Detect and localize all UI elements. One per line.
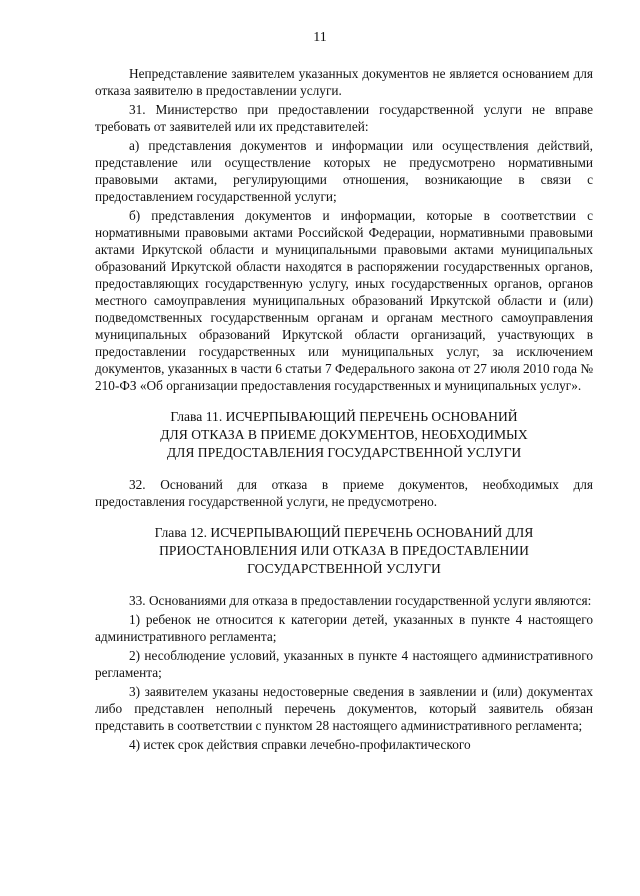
paragraph-33: 33. Основаниями для отказа в предоставлении государственной услуги являются: (129, 593, 592, 608)
chapter-11-heading-line: ДЛЯ ПРЕДОСТАВЛЕНИЯ ГОСУДАРСТВЕННОЙ УСЛУГИ (166, 445, 522, 460)
page-number: 11 (313, 30, 327, 45)
chapter-11-heading (95, 408, 593, 462)
paragraph-31: 31. Министерство при предоставлении государственной услуги не вправе требовать от заявителей или их представителей: (95, 102, 593, 134)
chapter-12-heading-line: Глава 12. ИСЧЕРПЫВАЮЩИЙ ПЕРЕЧЕНЬ ОСНОВАНИЙ ДЛЯ (154, 525, 534, 540)
paragraph-33-1: 1) ребенок не относится к категории детей, указанных в пункте 4 настоящего административного регламента; (95, 612, 593, 644)
chapter-11-heading-line: ДЛЯ ОТКАЗА В ПРИЕМЕ ДОКУМЕНТОВ, НЕОБХОДИМЫХ (160, 427, 528, 442)
chapter-12-heading-line: ГОСУДАРСТВЕННОЙ УСЛУГИ (247, 561, 441, 576)
chapter-12-heading-line: ПРИОСТАНОВЛЕНИЯ ИЛИ ОТКАЗА В ПРЕДОСТАВЛЕНИИ (159, 543, 529, 558)
paragraph-31-b: б) представления документов и информации, которые в соответствии с нормативными правовыми актами Российской Федерации, нормативными правовыми актами Иркутской области и муниципальными правовыми актами муниципальных образований Иркутской области находятся в распоряжении государственных органов, предоставляющих государственную услугу, иных государственных органов, органов местного самоуправления муниципальных образований Иркутской области и (или) подведомственных государственным органам и органам местного самоуправления муниципальных образований Иркутской области организаций, участвующих в предоставлении государственных или муниципальных услуг, за исключением документов, указанных в части 6 статьи 7 Федерального закона от 27 июля 2010 года № 210-ФЗ «Об организации предоставления государственных и муниципальных услуг». (95, 208, 594, 393)
chapter-12-heading (95, 524, 593, 578)
paragraph-33-2: 2) несоблюдение условий, указанных в пункте 4 настоящего административного регламента; (95, 648, 593, 680)
chapter-11-heading-line: Глава 11. ИСЧЕРПЫВАЮЩИЙ ПЕРЕЧЕНЬ ОСНОВАНИЙ (170, 409, 518, 424)
document-body (95, 65, 593, 755)
paragraph-33-4: 4) истек срок действия справки лечебно-профилактического (129, 737, 471, 752)
paragraph-33-3: 3) заявителем указаны недостоверные сведения в заявлении и (или) документах либо представлен неполный перечень документов, который заявитель обязан представить в соответствии с пунктом 28 настоящего административного регламента; (95, 684, 593, 733)
paragraph-32: 32. Оснований для отказа в приеме документов, необходимых для предоставления государственной услуги, не предусмотрено. (95, 477, 593, 509)
paragraph-31-a: а) представления документов и информации или осуществления действий, представление или осуществление которых не предусмотрено нормативными правовыми актами, регулирующими отношения, возникающие в связи с предоставлением государственной услуги; (95, 138, 593, 204)
paragraph-nonsubmission: Непредставление заявителем указанных документов не является основанием для отказа заявителю в предоставлении услуги. (95, 66, 593, 98)
